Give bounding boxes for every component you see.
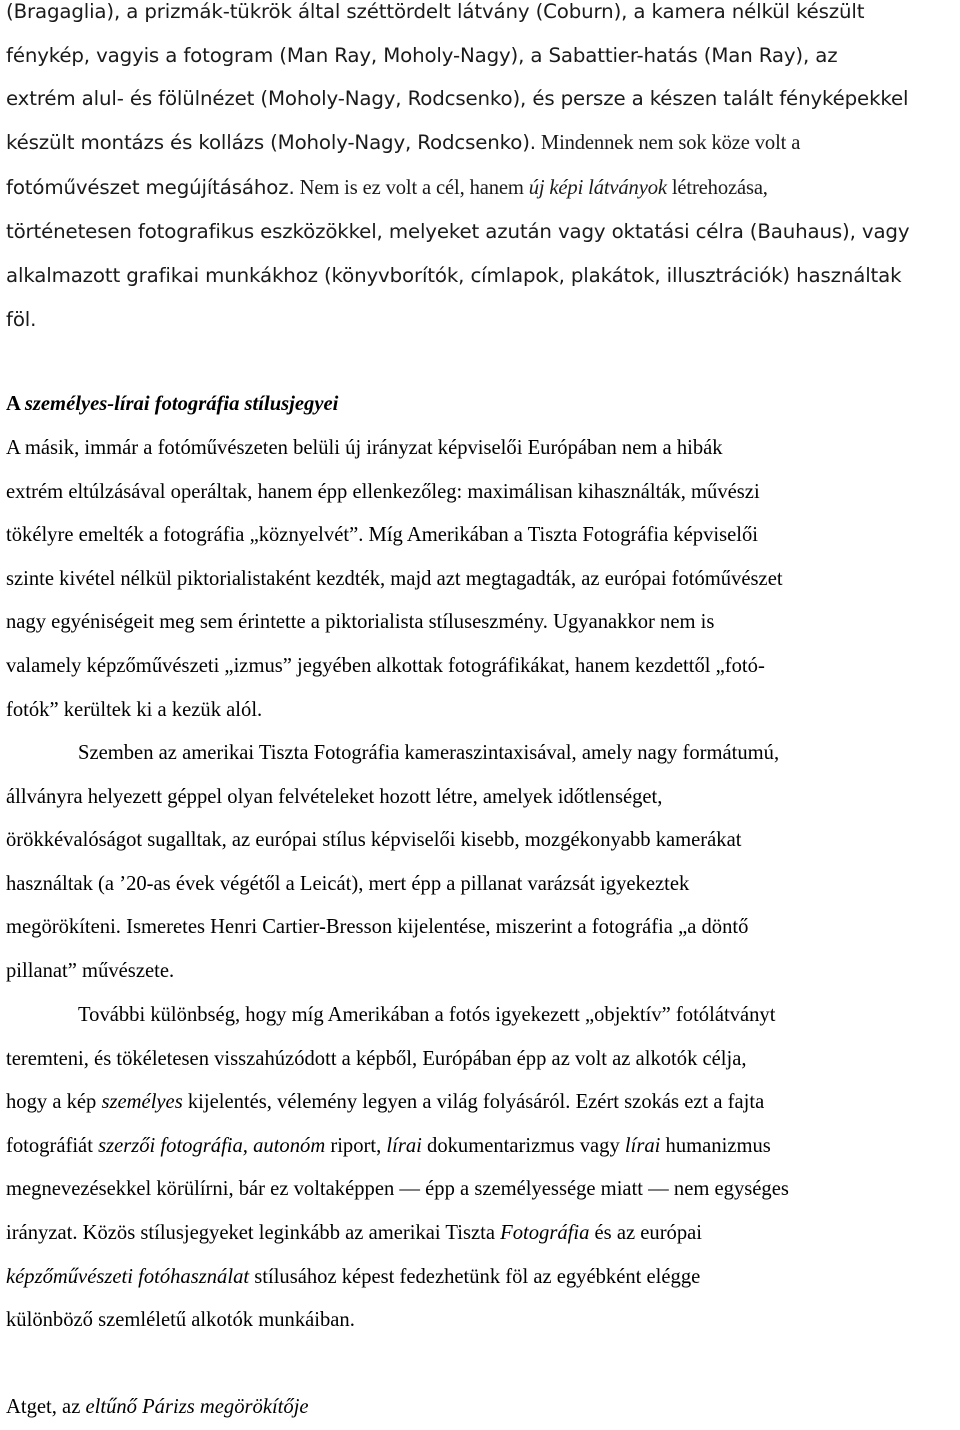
italic-phrase: új képi látványok [528,176,667,199]
text-line: tökélyre emelték a fotográfia „köznyelvét”. Míg Amerikában a Tiszta Fotográfia képviselői [6,524,759,547]
text-fragment: készült montázs és kollázs (Moholy-Nagy, Rodcsenko). [6,131,536,155]
section-heading [6,383,338,427]
paragraph-difference [6,994,952,1343]
text-fragment: fotográfiát [6,1134,99,1157]
text-line [6,166,952,211]
text-line: szinte kivétel nélkül piktorialistaként kezdték, majd azt megtagadták, az európai fotóművészet [6,567,783,590]
text-line: állványra helyezett géppel olyan felvételeket hozott létre, amelyek időtlenséget, [6,785,663,808]
text-fragment: irányzat. Közös stílusjegyeket leginkább az amerikai Tiszta [6,1221,501,1244]
text-fragment: stílusához képest fedezhetünk föl az egyébként elégge [249,1265,701,1288]
italic-phrase: lírai [386,1134,422,1157]
text-line: extrém alul- és fölülnézet (Moholy-Nagy, Rodcsenko), és persze a készen talált fényképekkel [6,87,909,111]
text-line [6,121,952,166]
italic-phrase: lírai [624,1134,661,1157]
paragraph-intro [6,0,952,341]
text-line: (Bragaglia), a prizmák-tükrök által széttördelt látvány (Coburn), a kamera nélkül készült [6,0,865,23]
text-fragment: és az európai [589,1221,703,1244]
paragraph-european [6,427,952,732]
text-fragment: dokumentarizmus vagy [421,1134,625,1157]
text-fragment: Nem is ez volt a cél, hanem [294,176,529,199]
text-fragment: hogy a kép [6,1091,102,1114]
text-line [6,1125,952,1169]
text-fragment: létrehozása, [666,176,768,199]
text-line: nagy egyéniségeit meg sem érintette a piktorialista stíluseszmény. Ugyanakkor nem is [6,611,715,634]
text-line: teremteni, és tökéletesen visszahúzódott a képből, Európában épp az volt az alkotók célja, [6,1047,747,1070]
text-fragment: Mindennek nem sok köze volt a [535,132,801,155]
heading-prefix: A [6,393,25,415]
paragraph-camera [6,732,952,994]
text-fragment: riport, [325,1134,387,1157]
text-line: fénykép, vagyis a fotogram (Man Ray, Moholy-Nagy), a Sabattier-hatás (Man Ray), az [6,43,838,67]
text-line: történetesen fotografikus eszközökkel, melyeket azután vagy oktatási célra (Bauhaus), vagy [6,220,910,244]
text-line: Szemben az amerikai Tiszta Fotográfia kameraszintaxisával, amely nagy formátumú, [78,742,780,764]
text-fragment: kijelentés, vélemény legyen a világ folyásáról. Ezért szokás ezt a fajta [182,1091,765,1114]
text-line: használtak (a ’20-as évek végétől a Leicát), mert épp a pillanat varázsát igyekeztek [6,872,690,895]
text-line [6,1081,952,1125]
heading-italic: eltűnő Párizs megörökítője [85,1396,309,1418]
text-line: megnevezésekkel körülírni, bár ez voltaképpen — épp a személyessége miatt — nem egységes [6,1178,789,1201]
text-line: További különbség, hogy míg Amerikában a fotós igyekezett „objektív” fotólátványt [78,1004,776,1026]
text-line: különböző szemléletű alkotók munkáiban. [6,1309,355,1332]
italic-phrase: Fotográfia [500,1221,590,1244]
text-line [6,1256,952,1300]
text-line: A másik, immár a fotóművészeten belüli új irányzat képviselői Európában nem a hibák [6,437,723,459]
text-line: fotók” kerültek ki a kezük alól. [6,698,263,721]
text-line: megörökíteni. Ismeretes Henri Cartier-Bresson kijelentése, miszerint a fotográfia „a döntő [6,916,749,939]
italic-phrase: személyes [101,1091,183,1114]
text-line [6,1212,952,1256]
section-heading-atget [6,1386,309,1430]
text-line: extrém eltúlzásával operáltak, hanem épp ellenkezőleg: maximálisan kihasználták, művészi [6,480,760,503]
italic-phrase: képzőművészeti fotóhasználat [6,1265,250,1288]
text-line: valamely képzőművészeti „izmus” jegyében alkottak fotográfikákat, hanem kezdettől „fotó- [6,654,765,677]
heading-prefix: Atget, az [6,1396,86,1418]
text-fragment: humanizmus [660,1134,771,1157]
text-fragment: fotóművészet megújításához. [6,175,295,199]
text-line: pillanat” művészete. [6,959,175,982]
text-line: örökkévalóságot sugalltak, az európai stílus képviselői kisebb, mozgékonyabb kamerákat [6,829,742,852]
text-line: alkalmazott grafikai munkákhoz (könyvborítók, címlapok, plakátok, illusztrációk) használtak [6,264,902,287]
heading-italic: személyes-lírai fotográfia stílusjegyei [24,393,339,415]
text-line: föl. [6,307,37,331]
italic-phrase: szerzői fotográfia, autonóm [98,1134,326,1157]
